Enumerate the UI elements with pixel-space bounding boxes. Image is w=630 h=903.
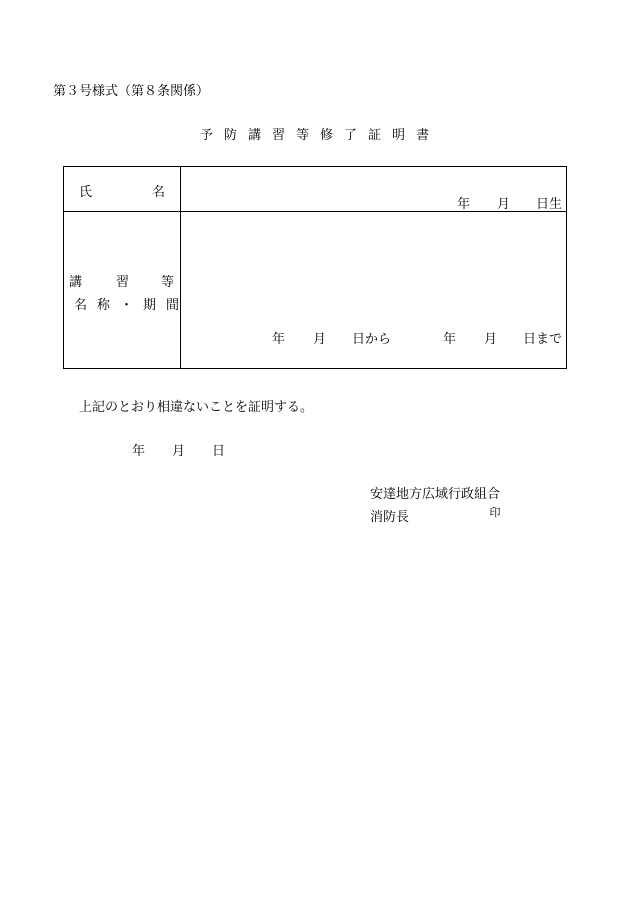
- period-to-year: 年: [443, 332, 457, 347]
- birth-year-label: 年: [457, 197, 471, 212]
- document-title: [0, 124, 630, 143]
- title-char: 書: [416, 128, 431, 143]
- certification-statement: 上記のとおり相違ないことを証明する。: [79, 400, 314, 415]
- title-char: 等: [295, 128, 310, 143]
- period-from-year: 年: [272, 332, 286, 347]
- form-number: 第３号様式（第８条関係）: [53, 84, 210, 99]
- seal-mark: 印: [489, 506, 501, 519]
- course-label-char: 期: [142, 298, 156, 313]
- title-char: 明: [392, 128, 407, 143]
- course-label-char: 間: [165, 298, 179, 313]
- table-column-divider: [180, 167, 181, 368]
- period-from-month: 月: [313, 332, 327, 347]
- table-row-divider: [64, 211, 566, 212]
- title-char: 証: [368, 128, 383, 143]
- course-label-char: ・: [119, 298, 133, 313]
- title-char: 習: [271, 128, 286, 143]
- period-to-month: 月: [484, 332, 498, 347]
- name-label-char: 名: [152, 185, 166, 200]
- birth-month-label: 月: [497, 197, 511, 212]
- title-char: 了: [344, 128, 359, 143]
- title-char: 防: [223, 128, 238, 143]
- course-label-char: 称: [96, 298, 110, 313]
- issuer-organization: 安達地方広域行政組合: [370, 487, 501, 502]
- period-from-day: 日から: [352, 332, 392, 347]
- birth-day-label: 日生: [536, 197, 563, 212]
- issue-day-label: 日: [212, 444, 226, 459]
- issue-year-label: 年: [132, 444, 146, 459]
- course-period-label: [69, 294, 184, 313]
- title-char: 修: [320, 128, 335, 143]
- title-char: 講: [247, 128, 262, 143]
- name-label-char: 氏: [79, 185, 93, 200]
- title-char: 予: [199, 128, 214, 143]
- course-label-char: 習: [116, 275, 130, 290]
- course-label-char: 名: [73, 298, 87, 313]
- period-to-day: 日まで: [523, 332, 563, 347]
- course-label-char: 等: [161, 275, 175, 290]
- issuer-title: 消防長: [370, 510, 410, 525]
- course-label-char: 講: [69, 275, 83, 290]
- issue-month-label: 月: [172, 444, 186, 459]
